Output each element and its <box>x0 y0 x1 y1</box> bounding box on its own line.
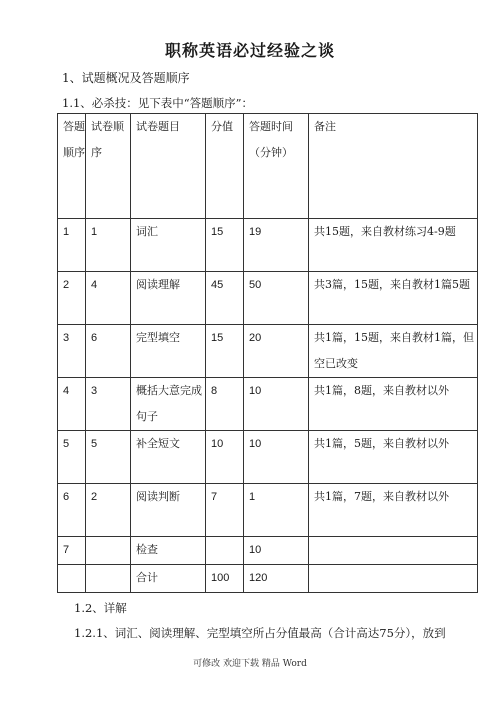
table-cell: 15 <box>206 325 244 378</box>
section-heading-1: 1、试题概况及答题顺序 <box>62 71 190 85</box>
subsection-heading-1-1: 1.1、必杀技：见下表中“答题顺序”： <box>62 96 254 110</box>
table-row <box>58 431 478 484</box>
table-cell: 概括大意完成句子 <box>131 378 206 431</box>
table-cell: 共1篇，8题，来自教材以外 <box>309 378 478 431</box>
table-cell: 6 <box>86 325 131 378</box>
table-cell: 50 <box>244 272 309 325</box>
table-row <box>58 565 478 593</box>
table-cell <box>309 537 478 565</box>
table-row <box>58 378 478 431</box>
table-row <box>58 219 478 272</box>
table-cell <box>86 537 131 565</box>
table-cell: 4 <box>86 272 131 325</box>
table-cell <box>309 565 478 593</box>
table-cell: 共15题，来自教材练习4-9题 <box>309 219 478 272</box>
table-cell: 45 <box>206 272 244 325</box>
table-cell: 共3篇，15题，来自教材1篇5题 <box>309 272 478 325</box>
table-header-cell: 备注 <box>309 114 478 219</box>
table-cell: 5 <box>86 431 131 484</box>
table-cell: 20 <box>244 325 309 378</box>
table-cell: 10 <box>244 378 309 431</box>
answer-order-table <box>57 113 478 593</box>
table-cell: 10 <box>206 431 244 484</box>
table-header-cell: 试卷顺序 <box>86 114 131 219</box>
table-row <box>58 272 478 325</box>
table-cell: 10 <box>244 537 309 565</box>
table-cell: 共1篇，15题，来自教材1篇，但空已改变 <box>309 325 478 378</box>
table-cell: 词汇 <box>131 219 206 272</box>
table-cell: 2 <box>58 272 86 325</box>
table-cell: 1 <box>244 484 309 537</box>
table-cell: 8 <box>206 378 244 431</box>
table-row <box>58 484 478 537</box>
document-title: 职称英语必过经验之谈 <box>164 41 335 60</box>
table-cell: 4 <box>58 378 86 431</box>
table-row <box>58 325 478 378</box>
table-cell: 阅读判断 <box>131 484 206 537</box>
table-cell: 共1篇，7题，来自教材以外 <box>309 484 478 537</box>
page-footer: 可修改 欢迎下载 精品 Word <box>193 659 307 669</box>
table-cell: 2 <box>86 484 131 537</box>
table-cell: 3 <box>86 378 131 431</box>
table-header-cell: 答题时间（分钟） <box>244 114 309 219</box>
table-cell: 阅读理解 <box>131 272 206 325</box>
table-cell: 合计 <box>131 565 206 593</box>
table-cell <box>86 565 131 593</box>
table-header-cell: 分值 <box>206 114 244 219</box>
table-cell: 共1篇，5题，来自教材以外 <box>309 431 478 484</box>
table-cell: 补全短文 <box>131 431 206 484</box>
table-cell: 6 <box>58 484 86 537</box>
table-cell: 5 <box>58 431 86 484</box>
table-cell: 1 <box>86 219 131 272</box>
table-cell: 3 <box>58 325 86 378</box>
table-cell: 7 <box>58 537 86 565</box>
table-cell: 120 <box>244 565 309 593</box>
section-heading-1-2: 1.2、详解 <box>74 601 127 615</box>
table-cell: 检查 <box>131 537 206 565</box>
body-paragraph: 1.2.1、词汇、阅读理解、完型填空所占分值最高（合计高达75分），放到 <box>74 626 446 640</box>
table-row <box>58 537 478 565</box>
table-header-row <box>58 114 478 219</box>
table-cell: 100 <box>206 565 244 593</box>
table-cell <box>58 565 86 593</box>
table-cell: 19 <box>244 219 309 272</box>
table-cell: 15 <box>206 219 244 272</box>
table-header-cell: 试卷题目 <box>131 114 206 219</box>
table-cell: 7 <box>206 484 244 537</box>
table-cell: 10 <box>244 431 309 484</box>
table-cell: 1 <box>58 219 86 272</box>
table-cell <box>206 537 244 565</box>
table-header-cell: 答题顺序 <box>58 114 86 219</box>
table-cell: 完型填空 <box>131 325 206 378</box>
